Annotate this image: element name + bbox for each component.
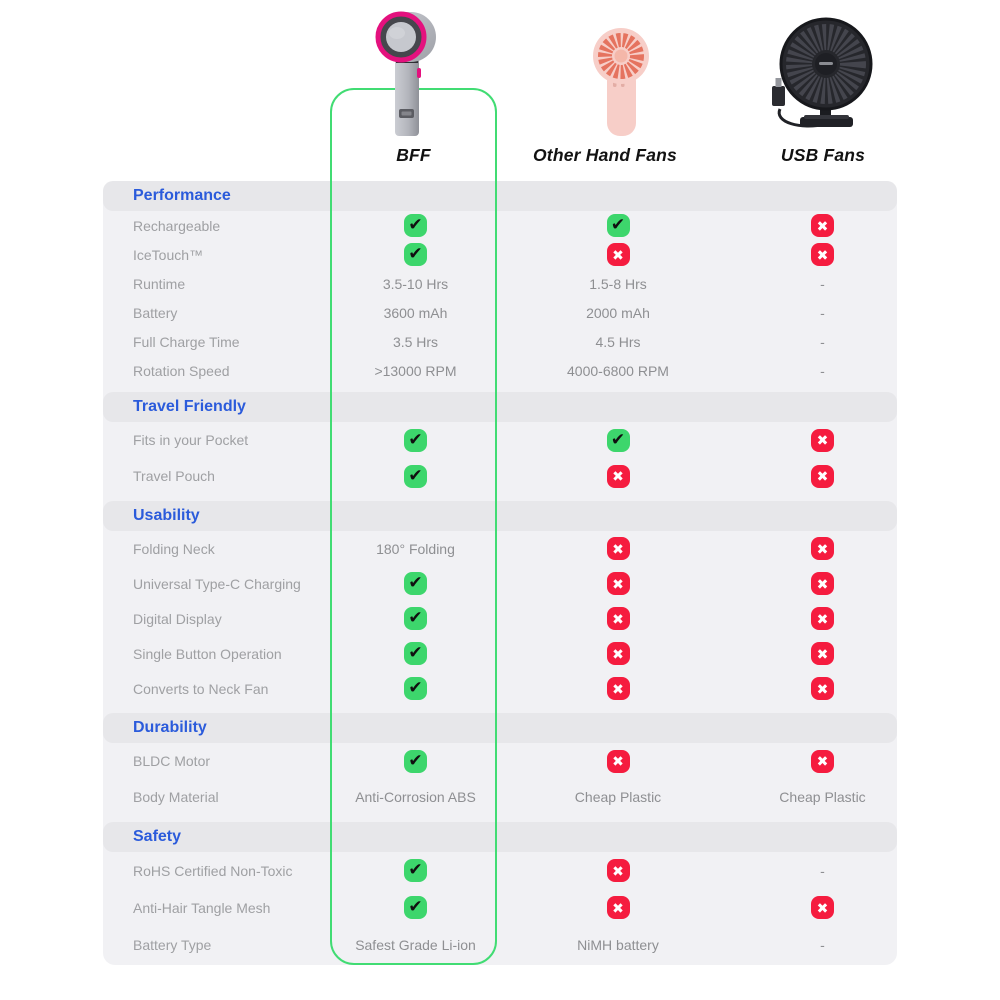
- value-cell: [748, 750, 897, 773]
- value-cell: [488, 859, 748, 882]
- cross-icon: ✖: [607, 465, 630, 488]
- table-row: [103, 671, 897, 706]
- value-text: 2000 mAh: [586, 304, 650, 321]
- section-title: Safety: [133, 828, 182, 845]
- value-cell: [488, 642, 748, 665]
- value-cell: [488, 789, 748, 805]
- cross-icon: ✖: [811, 750, 834, 773]
- cross-icon: ✖: [811, 896, 834, 919]
- value-cell: [748, 642, 897, 665]
- cross-icon: ✖: [607, 642, 630, 665]
- cross-icon: ✖: [607, 243, 630, 266]
- value-cell: [343, 607, 488, 630]
- value-cell: [488, 937, 748, 953]
- value-cell: [488, 243, 748, 266]
- row-label: IceTouch™: [133, 246, 204, 263]
- value-cell: [488, 363, 748, 379]
- value-cell: [343, 363, 488, 379]
- value-text: -: [820, 333, 825, 350]
- value-cell: [488, 276, 748, 292]
- usb-plug: [772, 86, 785, 106]
- value-cell: [343, 429, 488, 452]
- row-label: Fits in your Pocket: [133, 432, 249, 448]
- section-title: Travel Friendly: [133, 398, 246, 415]
- row-label: Universal Type-C Charging: [133, 575, 301, 592]
- value-cell: [343, 789, 488, 805]
- cross-icon: ✖: [811, 537, 834, 560]
- cross-icon: ✖: [811, 465, 834, 488]
- value-cell: [343, 642, 488, 665]
- check-icon: ✔: [607, 429, 630, 452]
- check-icon: ✔: [404, 214, 427, 237]
- value-text: NiMH battery: [577, 936, 659, 953]
- row-label: Battery Type: [133, 936, 212, 953]
- value-text: -: [820, 304, 825, 321]
- section-header-performance: [103, 181, 897, 211]
- value-cell: [488, 537, 748, 560]
- value-cell: [343, 276, 488, 292]
- table-row: [103, 422, 897, 458]
- row-label: Digital Display: [133, 610, 222, 627]
- value-cell: [748, 214, 897, 237]
- table-row: [103, 269, 897, 298]
- value-cell: [748, 863, 897, 879]
- row-label: Folding Neck: [133, 540, 215, 557]
- value-text: 180° Folding: [376, 540, 455, 557]
- table-row: [103, 926, 897, 963]
- bff-fan-image: [368, 8, 442, 138]
- table-row: [103, 240, 897, 269]
- value-cell: [343, 305, 488, 321]
- value-cell: [343, 541, 488, 557]
- check-icon: ✔: [404, 607, 427, 630]
- value-cell: [748, 363, 897, 379]
- row-label: RoHS Certified Non-Toxic: [133, 862, 293, 879]
- value-cell: [343, 572, 488, 595]
- check-icon: ✔: [404, 642, 427, 665]
- check-icon: ✔: [404, 429, 427, 452]
- value-cell: [343, 465, 488, 488]
- section-usability: [103, 501, 897, 706]
- value-cell: [748, 243, 897, 266]
- column-header-other-hand-fans: Other Hand Fans: [533, 144, 677, 165]
- cross-icon: ✖: [607, 859, 630, 882]
- section-header-usability: [103, 501, 897, 531]
- value-text: -: [820, 862, 825, 879]
- cross-icon: ✖: [607, 677, 630, 700]
- row-label: Runtime: [133, 275, 186, 292]
- table-row: [103, 743, 897, 779]
- row-label: Battery: [133, 304, 178, 321]
- fan-button: [417, 68, 421, 78]
- value-cell: [748, 429, 897, 452]
- section-header-safety: [103, 822, 897, 852]
- value-cell: [343, 937, 488, 953]
- value-cell: [488, 334, 748, 350]
- value-cell: [748, 305, 897, 321]
- check-icon: ✔: [404, 859, 427, 882]
- section-performance: [103, 181, 897, 385]
- check-icon: ✔: [404, 677, 427, 700]
- table-row: [103, 636, 897, 671]
- column-header-usb-fans: USB Fans: [780, 144, 866, 165]
- table-row: [103, 211, 897, 240]
- pink-fan-image: [583, 26, 659, 138]
- value-cell: [343, 677, 488, 700]
- value-cell: [343, 243, 488, 266]
- value-text: >13000 RPM: [374, 362, 457, 379]
- value-cell: [488, 305, 748, 321]
- value-text: 1.5-8 Hrs: [589, 275, 647, 292]
- cross-icon: ✖: [811, 642, 834, 665]
- cross-icon: ✖: [607, 896, 630, 919]
- value-cell: [343, 859, 488, 882]
- value-cell: [488, 677, 748, 700]
- section-title: Performance: [133, 187, 231, 204]
- table-row: [103, 298, 897, 327]
- row-label: Anti-Hair Tangle Mesh: [133, 899, 271, 916]
- value-cell: [343, 334, 488, 350]
- value-text: Safest Grade Li-ion: [355, 936, 476, 953]
- section-title: Usability: [133, 507, 200, 524]
- value-text: Anti-Corrosion ABS: [355, 789, 476, 805]
- row-label: Body Material: [133, 789, 219, 805]
- value-cell: [748, 572, 897, 595]
- cross-icon: ✖: [607, 572, 630, 595]
- value-cell: [748, 607, 897, 630]
- usb-fan-image: [760, 14, 880, 136]
- value-cell: [748, 537, 897, 560]
- value-cell: [748, 937, 897, 953]
- section-safety: [103, 822, 897, 963]
- value-text: -: [820, 275, 825, 292]
- value-cell: [748, 789, 897, 805]
- cross-icon: ✖: [811, 243, 834, 266]
- value-cell: [488, 572, 748, 595]
- value-cell: [748, 677, 897, 700]
- value-cell: [488, 896, 748, 919]
- value-text: Cheap Plastic: [779, 789, 866, 805]
- table-row: [103, 852, 897, 889]
- cross-icon: ✖: [811, 429, 834, 452]
- value-text: 3600 mAh: [383, 304, 448, 321]
- check-icon: ✔: [404, 465, 427, 488]
- row-label: Converts to Neck Fan: [133, 680, 269, 697]
- value-cell: [343, 214, 488, 237]
- comparison-table: [103, 181, 897, 965]
- value-cell: [488, 214, 748, 237]
- check-icon: ✔: [404, 896, 427, 919]
- table-row: [103, 779, 897, 815]
- section-durability: [103, 713, 897, 815]
- table-row: [103, 889, 897, 926]
- cross-icon: ✖: [607, 537, 630, 560]
- value-text: 3.5-10 Hrs: [382, 275, 449, 292]
- value-text: 4.5 Hrs: [595, 333, 641, 350]
- value-text: 4000-6800 RPM: [567, 362, 669, 379]
- row-label: Travel Pouch: [133, 468, 215, 484]
- value-cell: [488, 607, 748, 630]
- table-row: [103, 356, 897, 385]
- table-row: [103, 531, 897, 566]
- value-text: -: [820, 362, 825, 379]
- value-cell: [488, 750, 748, 773]
- row-label: Rechargeable: [133, 217, 221, 234]
- check-icon: ✔: [607, 214, 630, 237]
- check-icon: ✔: [404, 572, 427, 595]
- column-header-bff: BFF: [396, 144, 431, 165]
- value-cell: [343, 896, 488, 919]
- value-cell: [488, 429, 748, 452]
- value-text: Cheap Plastic: [574, 789, 662, 805]
- value-cell: [748, 276, 897, 292]
- value-cell: [748, 465, 897, 488]
- row-label: Full Charge Time: [133, 333, 240, 350]
- cross-icon: ✖: [811, 214, 834, 237]
- fan-handle: [395, 54, 419, 136]
- row-label: BLDC Motor: [133, 753, 211, 769]
- cross-icon: ✖: [607, 607, 630, 630]
- check-icon: ✔: [404, 750, 427, 773]
- table-row: [103, 327, 897, 356]
- value-cell: [343, 750, 488, 773]
- table-row: [103, 601, 897, 636]
- value-text: 3.5 Hrs: [392, 333, 439, 350]
- row-label: Single Button Operation: [133, 645, 282, 662]
- section-travel-friendly: [103, 392, 897, 494]
- value-cell: [748, 334, 897, 350]
- cross-icon: ✖: [811, 607, 834, 630]
- value-cell: [488, 465, 748, 488]
- table-row: [103, 458, 897, 494]
- section-title: Durability: [133, 719, 207, 736]
- check-icon: ✔: [404, 243, 427, 266]
- value-cell: [748, 896, 897, 919]
- fan-hub: [615, 50, 628, 63]
- cross-icon: ✖: [811, 677, 834, 700]
- section-header-travel-friendly: [103, 392, 897, 422]
- value-text: -: [820, 936, 825, 953]
- cross-icon: ✖: [607, 750, 630, 773]
- cross-icon: ✖: [811, 572, 834, 595]
- table-row: [103, 566, 897, 601]
- section-header-durability: [103, 713, 897, 743]
- row-label: Rotation Speed: [133, 362, 230, 379]
